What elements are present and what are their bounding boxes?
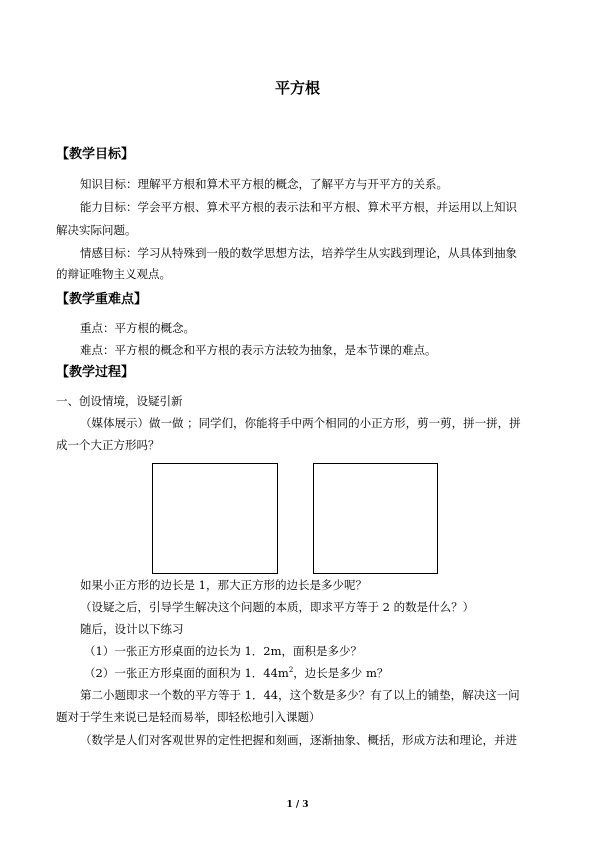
- step-one-title: 一、创设情境，设疑引新: [56, 394, 183, 408]
- paragraph-math-note: （数学是人们对客观世界的定性把握和刻画，逐渐抽象、概括，形成方法和理论，并进: [80, 733, 517, 747]
- exercise-two-superscript: 2: [288, 666, 294, 675]
- square-figure-right: [313, 463, 438, 574]
- paragraph-emotion-goal-cont: 的辩证唯物主义观点。: [56, 267, 171, 281]
- paragraph-then: 随后，设计以下练习: [80, 622, 184, 636]
- section-heading-goals: 【教学目标】: [56, 147, 135, 162]
- paragraph-question: 如果小正方形的边长是 1，那大正方形的边长是多少呢？: [80, 578, 367, 592]
- paragraph-difficulty: 难点：平方根的概念和平方根的表示方法较为抽象，是本节课的难点。: [80, 343, 437, 357]
- paragraph-ability-goal-cont: 解决实际问题。: [56, 223, 137, 237]
- exercise-one: （1）一张正方形桌面的边长为 1．2m，面积是多少？: [84, 644, 363, 658]
- paragraph-key-point: 重点：平方根的概念。: [80, 321, 195, 335]
- paragraph-emotion-goal: 情感目标：学习从特殊到一般的数学思想方法，培养学生从实践到理论，从具体到抽象: [80, 246, 517, 260]
- section-heading-process: 【教学过程】: [56, 365, 135, 380]
- exercise-two: [84, 665, 388, 681]
- paragraph-second-question: 第二小题即求一个数的平方等于 1．44，这个数是多少？有了以上的铺垫，解决这一问: [80, 688, 520, 702]
- paragraph-doubt: （设疑之后，引导学生解决这个问题的本质，即求平方等于 2 的数是什么？）: [80, 600, 475, 614]
- page-number: 1 / 3: [286, 800, 309, 810]
- exercise-two-text: （2）一张正方形桌面的面积为 1．44m: [84, 666, 289, 680]
- paragraph-media-display: （媒体展示）做一做 ；同学们，你能将手中两个相同的小正方形，剪一剪，拼一拼，拼: [80, 416, 521, 430]
- paragraph-knowledge-goal: 知识目标：理解平方根和算术平方根的概念，了解平方与开平方的关系。: [80, 177, 448, 191]
- paragraph-second-question-cont: 题对于学生来说已是轻而易举，即轻松地引入课题）: [56, 710, 321, 724]
- page-title: 平方根: [274, 79, 320, 97]
- section-heading-keypoints: 【教学重难点】: [56, 292, 148, 307]
- exercise-two-text-end: ，边长是多少 m？: [293, 666, 389, 680]
- paragraph-ability-goal: 能力目标：学会平方根、算术平方根的表示法和平方根、算术平方根，并运用以上知识: [80, 200, 517, 214]
- paragraph-media-display-cont: 成一个大正方形吗？: [56, 438, 160, 452]
- square-figure-left: [152, 463, 278, 574]
